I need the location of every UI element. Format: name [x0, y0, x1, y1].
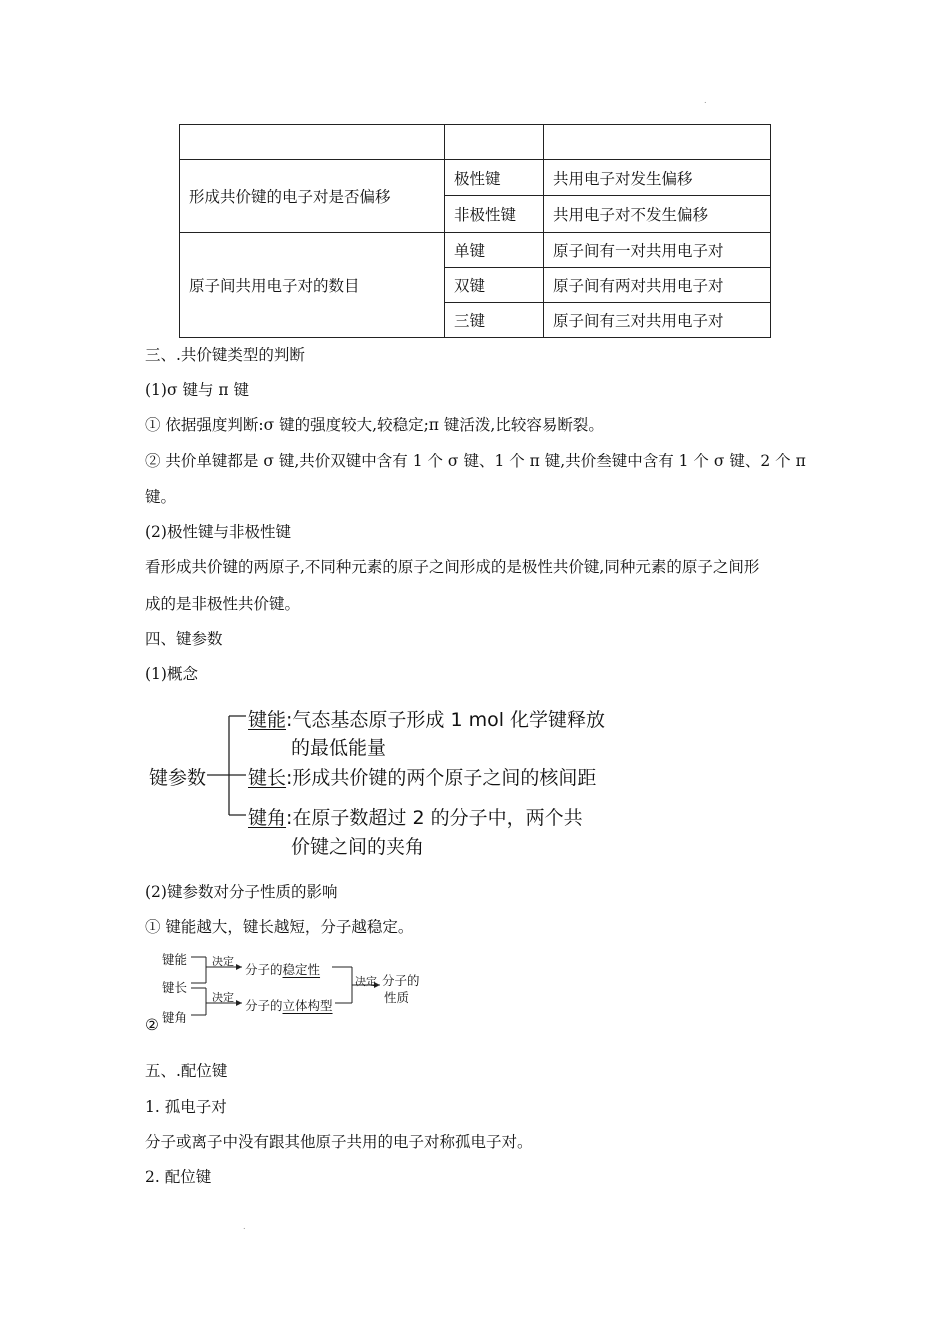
paragraph-line: ① 依据强度判断:σ 键的强度较大,较稳定;π 键活泼,比较容易断裂。 — [145, 416, 604, 434]
diagram-root-label: 键参数 — [149, 767, 207, 789]
bond-type-cell: 非极性键 — [445, 196, 544, 233]
term-label: 键角 — [248, 807, 287, 829]
list-marker: ② — [145, 1016, 159, 1034]
paragraph-line: 分子或离子中没有跟其他原子共用的电子对称孤电子对。 — [145, 1133, 533, 1151]
decide-label: 决定 — [355, 975, 377, 988]
criterion-cell: 原子间共用电子对的数目 — [180, 233, 445, 338]
sub-heading: (1)概念 — [145, 665, 198, 683]
paragraph-line: ① 键能越大，键长越短，分子越稳定。 — [145, 918, 414, 936]
decide-label: 决定 — [212, 991, 234, 1004]
term-separator: : — [286, 807, 293, 829]
bond-type-cell: 单键 — [445, 233, 544, 268]
bond-angle-label: 键角 — [162, 1010, 188, 1025]
definition-continuation: 的最低能量 — [291, 737, 387, 759]
bond-type-cell: 双键 — [445, 268, 544, 303]
sub-heading: (2)键参数对分子性质的影响 — [145, 883, 338, 901]
result-node-line2: 性质 — [384, 990, 410, 1005]
sub-heading: (1)σ 键与 π 键 — [145, 381, 250, 399]
stability-node — [245, 960, 320, 978]
bond-length-label: 键长 — [162, 980, 188, 995]
section-heading: 四、键参数 — [145, 630, 223, 648]
result-node-line1: 分子的 — [382, 973, 420, 988]
sub-heading: (2)极性键与非极性键 — [145, 523, 291, 541]
definition-text: 在原子数超过 2 的分子中，两个共 — [292, 807, 583, 829]
node-underlined-text: 立体构型 — [282, 998, 333, 1013]
paragraph-line: 成的是非极性共价键。 — [145, 595, 301, 613]
node-text: 分子的 — [245, 962, 283, 977]
bond-desc-cell: 原子间有两对共用电子对 — [544, 268, 771, 303]
node-underlined-text: 稳定性 — [282, 962, 321, 977]
term-separator: : — [286, 709, 293, 731]
bond-desc-cell: 原子间有三对共用电子对 — [544, 303, 771, 338]
sub-heading: 2. 配位键 — [145, 1168, 212, 1186]
scan-dot: . — [704, 96, 707, 105]
decide-label: 决定 — [212, 955, 234, 968]
criterion-cell: 形成共价键的电子对是否偏移 — [180, 160, 445, 233]
bond-energy-label: 键能 — [162, 952, 188, 967]
scan-dot: . — [243, 1222, 246, 1231]
definition-text: 形成共价键的两个原子之间的核间距 — [292, 767, 597, 789]
bond-type-cell: 三键 — [445, 303, 544, 338]
bond-desc-cell: 共用电子对不发生偏移 — [544, 196, 771, 233]
term-label: 键长 — [248, 767, 287, 789]
definition-text: 气态基态原子形成 1 mol 化学键释放 — [292, 709, 606, 731]
term-label: 键能 — [248, 709, 287, 731]
paragraph-line: 看形成共价键的两原子,不同种元素的原子之间形成的是极性共价键,同种元素的原子之间形 — [145, 558, 760, 576]
paragraph-line: 键。 — [145, 488, 177, 506]
sub-heading: 1. 孤电子对 — [145, 1098, 227, 1116]
section-heading: 三、.共价键类型的判断 — [145, 346, 305, 364]
bond-desc-cell: 原子间有一对共用电子对 — [544, 233, 771, 268]
bond-desc-cell: 共用电子对发生偏移 — [544, 160, 771, 196]
section-heading: 五、.配位键 — [145, 1062, 228, 1080]
structure-node — [245, 996, 333, 1014]
paragraph-line: ② 共价单键都是 σ 键,共价双键中含有 1 个 σ 键、1 个 π 键,共价叁键中含有 1 个 σ 键、2 个 π — [145, 452, 806, 470]
term-separator: : — [286, 767, 293, 789]
bond-type-cell: 极性键 — [445, 160, 544, 196]
node-text: 分子的 — [245, 998, 283, 1013]
definition-continuation: 价键之间的夹角 — [291, 836, 425, 858]
